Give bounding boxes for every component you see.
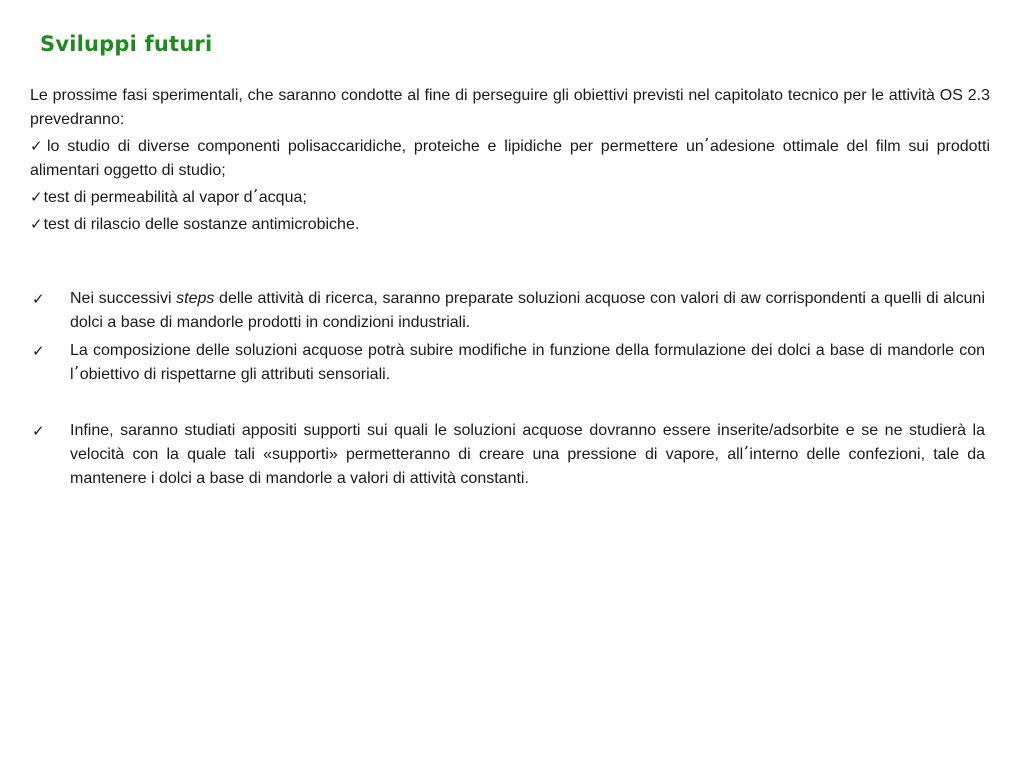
bullet-text: La composizione delle soluzioni acquose potrà subire modifiche in funzione della formulazione dei dolci a base di mandorle con l’obiettivo di rispettarne gli attributi sensoriali. bbox=[70, 342, 985, 383]
apostrophe-glyph: ’ bbox=[704, 136, 709, 150]
bullet-item bbox=[30, 419, 985, 491]
emphasis-steps: steps bbox=[176, 290, 215, 307]
apostrophe-glyph: ’ bbox=[744, 444, 749, 458]
slide-title: Sviluppi futuri bbox=[40, 32, 213, 56]
check-item: ✓test di rilascio delle sostanze antimicrobiche. bbox=[30, 215, 360, 233]
check-item: ✓test di permeabilità al vapor d’acqua; bbox=[30, 187, 307, 206]
bullet-text: Infine, saranno studiati appositi supporti sui quali le soluzioni acquose dovranno essere inserite/adsorbite e se ne studierà la velocità con la quale tali «supporti» permetteranno di creare una pressione di vapore, all’interno delle confezioni, tale da mantenere i dolci a base di mandorle a valori di attività constanti. bbox=[70, 422, 986, 487]
checkmark-icon: ✓ bbox=[30, 215, 43, 233]
bullet-item bbox=[30, 339, 985, 387]
checkmark-icon: ✓ bbox=[30, 188, 43, 206]
checkmark-bullet-icon: ✓ bbox=[32, 290, 45, 308]
bullet-item bbox=[30, 287, 985, 335]
apostrophe-glyph: ’ bbox=[253, 187, 258, 201]
apostrophe-glyph: ’ bbox=[74, 364, 79, 378]
checkmark-bullet-icon: ✓ bbox=[32, 422, 45, 440]
intro-paragraph: Le prossime fasi sperimentali, che saranno condotte al fine di perseguire gli obiettivi previsti nel capitolato tecnico per le attività OS 2.3 prevedranno: bbox=[30, 87, 990, 128]
bullet-list bbox=[30, 287, 985, 491]
checkmark-bullet-icon: ✓ bbox=[32, 342, 45, 360]
intro-block bbox=[30, 84, 990, 237]
checkmark-icon: ✓ bbox=[30, 137, 46, 155]
check-item: ✓lo studio di diverse componenti polisaccaridiche, proteiche e lipidiche per permettere un’adesione ottimale del film sui prodotti alimentari oggetto di studio; bbox=[30, 136, 991, 179]
bullet-text: Nei successivi steps delle attività di ricerca, saranno preparate soluzioni acquose con valori di aw corrispondenti a quelli di alcuni dolci a base di mandorle prodotti in condizioni industriali. bbox=[70, 290, 985, 331]
